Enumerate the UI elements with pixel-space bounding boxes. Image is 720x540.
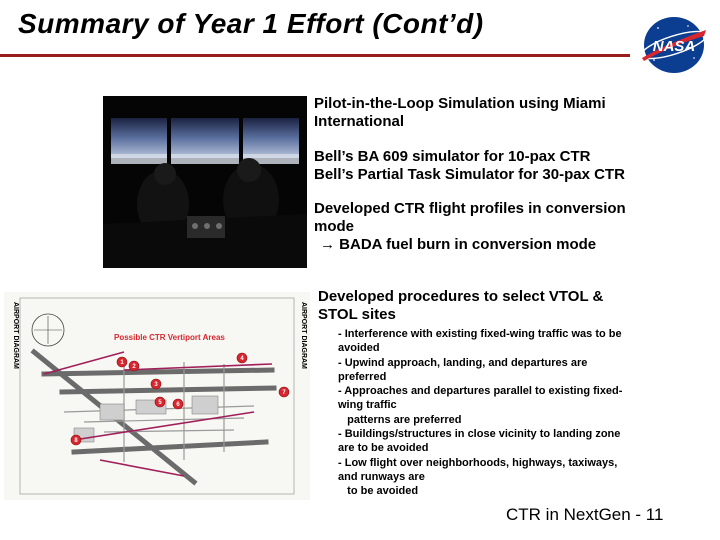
detail-line: to be avoided	[338, 485, 419, 498]
detail-line: patterns are preferred	[338, 413, 462, 426]
detail-line: - Buildings/structures in close vicinity to landing zone	[338, 428, 621, 441]
nasa-logo-text: NASA	[652, 38, 696, 55]
title-divider	[0, 54, 630, 57]
side-label-left: AIRPORT DIAGRAM	[12, 302, 19, 369]
detail-line: avoided	[338, 342, 380, 355]
bullet-simulators-line2: Bell’s Partial Task Simulator for 30-pax CTR	[314, 166, 625, 183]
site-label: 7	[282, 390, 286, 396]
detail-line: - Approaches and departures parallel to existing fixed-	[338, 385, 623, 398]
bullet-simulators-line1: Bell’s BA 609 simulator for 10-pax CTR	[314, 148, 591, 165]
vertiport-heading: Possible CTR Vertiport Areas	[114, 333, 225, 342]
bullet-simulators	[314, 148, 714, 184]
bullet-procedures-line2: STOL sites	[318, 306, 396, 323]
slide-title: Summary of Year 1 Effort (Cont’d)	[18, 8, 484, 39]
site-label: 8	[74, 438, 78, 444]
site-label: 3	[154, 382, 158, 388]
simulator-cockpit-photo	[103, 96, 307, 268]
bullet-profiles-line3: → BADA fuel burn in conversion mode	[320, 236, 597, 253]
bullet-procedures	[318, 288, 698, 324]
bullet-flight-profiles	[314, 200, 714, 254]
site-label: 4	[240, 356, 244, 362]
bullet-simulation-line1: Pilot-in-the-Loop Simulation using Miami	[314, 95, 606, 112]
slide-footer: CTR in NextGen - 11	[506, 505, 664, 524]
bullet-simulation-line2: International	[314, 113, 405, 130]
site-label: 2	[132, 364, 136, 370]
side-label-right: AIRPORT DIAGRAM	[300, 302, 307, 369]
bullet-profiles-line2: mode	[314, 218, 355, 235]
site-label: 5	[158, 400, 162, 406]
bullet-simulation	[314, 95, 694, 131]
detail-line: - Interference with existing fixed-wing traffic was to be	[338, 328, 622, 340]
detail-line: preferred	[338, 370, 387, 383]
bullet-procedures-line1: Developed procedures to select VTOL &	[318, 288, 604, 305]
procedure-details	[338, 327, 708, 499]
site-label: 6	[176, 402, 180, 408]
detail-line: are to be avoided	[338, 442, 429, 455]
detail-line: - Upwind approach, landing, and departures are	[338, 356, 588, 369]
detail-line: wing traffic	[338, 399, 397, 412]
bullet-profiles-line1: Developed CTR flight profiles in conversion	[314, 200, 626, 217]
detail-line: and runways are	[338, 470, 425, 483]
airport-diagram	[4, 292, 310, 500]
site-label: 1	[120, 360, 124, 366]
detail-line: - Low flight over neighborhoods, highways, taxiways,	[338, 456, 618, 469]
nasa-logo	[636, 14, 712, 76]
